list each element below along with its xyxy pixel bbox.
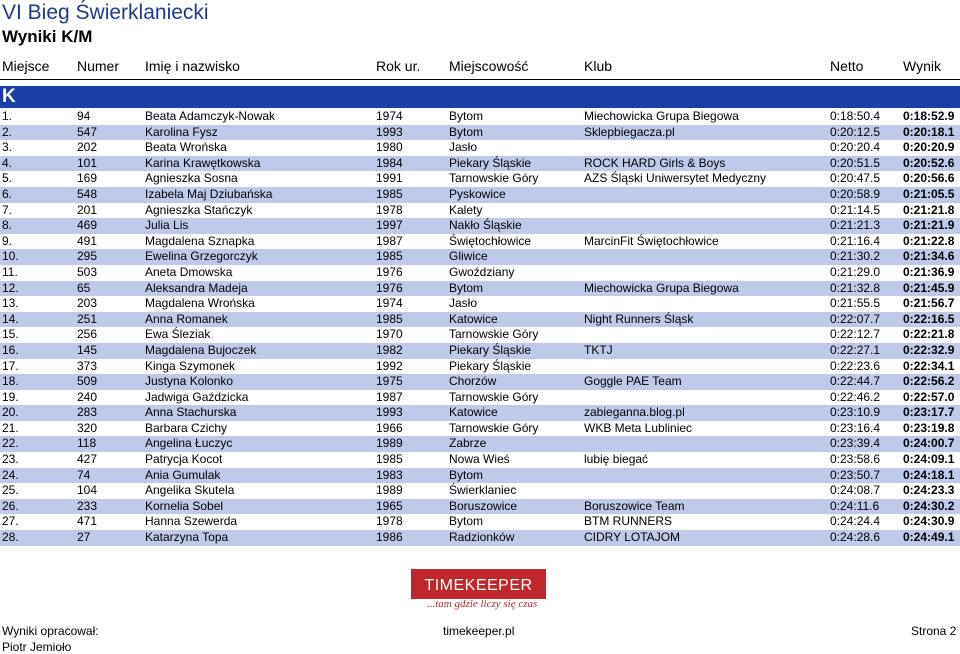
cell-place: 25.: [2, 483, 19, 498]
table-row: [0, 359, 960, 375]
cell-result: 0:21:36.9: [903, 264, 955, 279]
cell-number: 240: [77, 389, 98, 404]
cell-place: 3.: [2, 140, 13, 155]
cell-name: Agnieszka Sosna: [145, 171, 238, 186]
cell-year: 1986: [376, 530, 403, 545]
cell-year: 1983: [376, 467, 403, 482]
cell-netto: 0:22:23.6: [830, 358, 881, 373]
cell-number: 427: [77, 452, 98, 467]
cell-result: 0:22:56.2: [903, 374, 955, 389]
cell-place: 5.: [2, 171, 13, 186]
cell-result: 0:23:17.7: [903, 405, 955, 420]
cell-club: MarcinFit Świętochłowice: [584, 233, 719, 248]
cell-number: 283: [77, 405, 98, 420]
cell-netto: 0:23:16.4: [830, 420, 881, 435]
cell-result: 0:21:05.5: [903, 186, 955, 201]
cell-year: 1984: [376, 155, 403, 170]
footer-page-number: Strona 2: [911, 624, 957, 638]
cell-place: 28.: [2, 530, 19, 545]
cell-name: Anna Stachurska: [145, 405, 237, 420]
cell-netto: 0:22:12.7: [830, 327, 881, 342]
cell-club: zabieganna.blog.pl: [584, 405, 685, 420]
footer-prepared-label: Wyniki opracował:: [2, 624, 99, 638]
cell-club: ROCK HARD Girls & Boys: [584, 155, 726, 170]
cell-result: 0:22:21.8: [903, 327, 955, 342]
cell-number: 118: [77, 436, 97, 451]
column-header-number: Numer: [77, 58, 120, 74]
table-row: [0, 390, 960, 406]
cell-name: Agnieszka Stańczyk: [145, 202, 253, 217]
cell-place: 12.: [2, 280, 19, 295]
cell-name: Julia Lis: [145, 218, 189, 233]
cell-netto: 0:20:47.5: [830, 171, 881, 186]
cell-netto: 0:21:32.8: [830, 280, 881, 295]
cell-result: 0:20:52.6: [903, 155, 955, 170]
cell-place: 7.: [2, 202, 13, 217]
cell-place: 13.: [2, 296, 19, 311]
cell-result: 0:22:32.9: [903, 342, 955, 357]
cell-netto: 0:20:58.9: [830, 186, 881, 201]
cell-year: 1987: [376, 233, 403, 248]
results-table: [0, 109, 960, 546]
cell-year: 1976: [376, 264, 403, 279]
cell-name: Angelika Skutela: [145, 483, 235, 498]
table-row: [0, 343, 960, 359]
footer-site-link[interactable]: timekeeper.pl: [443, 624, 515, 638]
column-header-netto: Netto: [830, 58, 864, 74]
cell-netto: 0:23:58.6: [830, 452, 881, 467]
cell-place: 8.: [2, 218, 13, 233]
table-row: [0, 483, 960, 499]
cell-number: 471: [77, 514, 98, 529]
cell-result: 0:24:00.7: [903, 436, 955, 451]
cell-result: 0:22:16.5: [903, 311, 955, 326]
cell-result: 0:21:21.8: [903, 202, 955, 217]
cell-netto: 0:20:12.5: [830, 124, 881, 139]
cell-netto: 0:21:14.5: [830, 202, 881, 217]
table-row: [0, 156, 960, 172]
category-label: K: [2, 86, 16, 107]
cell-number: 548: [77, 186, 98, 201]
cell-netto: 0:22:46.2: [830, 389, 881, 404]
cell-number: 320: [77, 420, 98, 435]
cell-place: 19.: [2, 389, 19, 404]
cell-place: 21.: [2, 420, 19, 435]
cell-result: 0:21:34.6: [903, 249, 955, 264]
cell-netto: 0:24:08.7: [830, 483, 881, 498]
cell-place: 27.: [2, 514, 19, 529]
cell-place: 17.: [2, 358, 19, 373]
cell-netto: 0:22:07.7: [830, 311, 881, 326]
cell-year: 1978: [376, 202, 403, 217]
cell-city: Bytom: [449, 124, 484, 139]
cell-name: Anna Romanek: [145, 311, 228, 326]
cell-city: Katowice: [449, 311, 498, 326]
cell-name: Magdalena Wrońska: [145, 296, 255, 311]
cell-result: 0:21:22.8: [903, 233, 955, 248]
cell-netto: 0:23:50.7: [830, 467, 881, 482]
cell-netto: 0:24:24.4: [830, 514, 881, 529]
cell-name: Karolina Fysz: [145, 124, 218, 139]
cell-place: 6.: [2, 186, 13, 201]
table-row: [0, 125, 960, 141]
footer-author: Piotr Jemioło: [2, 640, 72, 654]
cell-year: 1985: [376, 311, 403, 326]
cell-year: 1974: [376, 109, 403, 123]
cell-name: Beata Wrońska: [145, 140, 227, 155]
table-row: [0, 405, 960, 421]
cell-result: 0:21:45.9: [903, 280, 955, 295]
cell-city: Chorzów: [449, 374, 497, 389]
cell-place: 4.: [2, 155, 13, 170]
cell-number: 101: [77, 155, 98, 170]
cell-number: 202: [77, 140, 98, 155]
cell-place: 10.: [2, 249, 19, 264]
cell-city: Katowice: [449, 405, 498, 420]
cell-name: Karina Krawętkowska: [145, 155, 261, 170]
cell-number: 104: [77, 483, 98, 498]
column-header-result: Wynik: [903, 58, 941, 74]
cell-name: Justyna Kolonko: [145, 374, 234, 389]
table-row: [0, 374, 960, 390]
cell-result: 0:24:23.3: [903, 483, 955, 498]
table-row: [0, 296, 960, 312]
cell-year: 1987: [376, 389, 403, 404]
table-row: [0, 499, 960, 515]
cell-city: Piekary Śląskie: [449, 358, 532, 373]
header-divider: [0, 79, 960, 80]
cell-number: 256: [77, 327, 98, 342]
cell-number: 233: [77, 498, 98, 513]
table-row: [0, 140, 960, 156]
cell-year: 1976: [376, 280, 403, 295]
cell-city: Tarnowskie Góry: [449, 420, 539, 435]
logo-tagline: ...tam gdzie liczy się czas: [427, 598, 538, 610]
cell-name: Jadwiga Gaździcka: [145, 389, 249, 404]
cell-city: Jasło: [449, 296, 478, 311]
cell-year: 1991: [376, 171, 403, 186]
cell-number: 509: [77, 374, 98, 389]
cell-number: 373: [77, 358, 98, 373]
table-row: [0, 530, 960, 546]
cell-netto: 0:21:29.0: [830, 264, 881, 279]
cell-year: 1992: [376, 358, 403, 373]
cell-city: Pyskowice: [449, 186, 506, 201]
cell-place: 23.: [2, 452, 19, 467]
table-row: [0, 281, 960, 297]
cell-number: 169: [77, 171, 98, 186]
cell-city: Zabrze: [449, 436, 487, 451]
cell-netto: 0:18:50.4: [830, 109, 881, 123]
cell-year: 1985: [376, 186, 403, 201]
cell-number: 503: [77, 264, 98, 279]
cell-number: 201: [77, 202, 98, 217]
cell-year: 1970: [376, 327, 403, 342]
cell-place: 1.: [2, 109, 13, 123]
column-header-year: Rok ur.: [376, 58, 421, 74]
cell-year: 1978: [376, 514, 403, 529]
cell-year: 1989: [376, 483, 403, 498]
cell-club: Night Runners Śląsk: [584, 311, 694, 326]
table-row: [0, 249, 960, 265]
cell-name: Patrycja Kocot: [145, 452, 223, 467]
logo-text: TIMEKEEPER: [424, 577, 533, 594]
cell-name: Barbara Czichy: [145, 420, 228, 435]
cell-club: CIDRY LOTAJOM: [584, 530, 681, 545]
cell-city: Świętochłowice: [449, 233, 532, 248]
cell-number: 74: [77, 467, 91, 482]
table-row: [0, 312, 960, 328]
cell-city: Świerklaniec: [449, 483, 517, 498]
cell-club: Boruszowice Team: [584, 498, 685, 513]
cell-name: Ania Gumulak: [145, 467, 221, 482]
cell-club: BTM RUNNERS: [584, 514, 673, 529]
table-row: [0, 327, 960, 343]
table-row: [0, 421, 960, 437]
cell-club: Sklepbiegacza.pl: [584, 124, 675, 139]
cell-year: 1965: [376, 498, 403, 513]
table-header: [0, 58, 960, 76]
cell-year: 1989: [376, 436, 403, 451]
cell-club: Goggle PAE Team: [584, 374, 682, 389]
cell-name: Izabela Maj Dziubańska: [145, 186, 273, 201]
cell-number: 27: [77, 530, 91, 545]
cell-netto: 0:21:30.2: [830, 249, 881, 264]
cell-name: Magdalena Sznapka: [145, 233, 255, 248]
cell-city: Radzionków: [449, 530, 515, 545]
cell-city: Bytom: [449, 109, 484, 123]
cell-name: Angelina Łuczyc: [145, 436, 233, 451]
cell-name: Aneta Dmowska: [145, 264, 233, 279]
cell-year: 1993: [376, 124, 403, 139]
cell-city: Nowa Wieś: [449, 452, 510, 467]
cell-result: 0:23:19.8: [903, 420, 955, 435]
cell-result: 0:20:56.6: [903, 171, 955, 186]
table-row: [0, 218, 960, 234]
cell-result: 0:20:20.9: [903, 140, 955, 155]
cell-club: WKB Meta Lubliniec: [584, 420, 693, 435]
cell-year: 1993: [376, 405, 403, 420]
cell-city: Bytom: [449, 514, 484, 529]
cell-city: Piekary Śląskie: [449, 155, 532, 170]
cell-result: 0:20:18.1: [903, 124, 955, 139]
cell-name: Aleksandra Madeja: [145, 280, 248, 295]
cell-result: 0:24:49.1: [903, 530, 955, 545]
cell-name: Magdalena Bujoczek: [145, 342, 257, 357]
cell-place: 26.: [2, 498, 19, 513]
cell-number: 547: [77, 124, 98, 139]
cell-result: 0:21:56.7: [903, 296, 955, 311]
cell-city: Tarnowskie Góry: [449, 389, 539, 404]
cell-name: Hanna Szewerda: [145, 514, 238, 529]
cell-year: 1980: [376, 140, 403, 155]
table-row: [0, 468, 960, 484]
cell-netto: 0:22:44.7: [830, 374, 881, 389]
table-row: [0, 187, 960, 203]
table-row: [0, 171, 960, 187]
cell-number: 94: [77, 109, 91, 123]
column-header-name: Imię i nazwisko: [145, 58, 240, 74]
cell-place: 16.: [2, 342, 19, 357]
cell-netto: 0:21:55.5: [830, 296, 881, 311]
cell-place: 14.: [2, 311, 19, 326]
cell-number: 203: [77, 296, 98, 311]
cell-name: Ewa Śleziak: [145, 327, 211, 342]
column-header-club: Klub: [584, 58, 613, 74]
cell-number: 295: [77, 249, 98, 264]
cell-place: 18.: [2, 374, 19, 389]
cell-result: 0:18:52.9: [903, 109, 955, 123]
cell-name: Kinga Szymonek: [145, 358, 236, 373]
cell-year: 1985: [376, 249, 403, 264]
cell-city: Nakło Śląskie: [449, 218, 522, 233]
cell-year: 1985: [376, 452, 403, 467]
cell-city: Tarnowskie Góry: [449, 171, 539, 186]
cell-number: 65: [77, 280, 91, 295]
cell-city: Kalety: [449, 202, 483, 217]
cell-netto: 0:21:21.3: [830, 218, 881, 233]
cell-name: Ewelina Grzegorczyk: [145, 249, 258, 264]
table-row: [0, 265, 960, 281]
table-row: [0, 436, 960, 452]
cell-club: lubię biegać: [584, 452, 649, 467]
table-row: [0, 109, 960, 125]
cell-city: Bytom: [449, 280, 484, 295]
cell-city: Gwoździany: [449, 264, 515, 279]
cell-year: 1975: [376, 374, 403, 389]
cell-year: 1974: [376, 296, 403, 311]
cell-netto: 0:22:27.1: [830, 342, 881, 357]
cell-result: 0:21:21.9: [903, 218, 955, 233]
cell-netto: 0:23:39.4: [830, 436, 881, 451]
column-header-city: Miejscowość: [449, 58, 529, 74]
column-header-place: Miejsce: [2, 58, 50, 74]
cell-netto: 0:20:20.4: [830, 140, 881, 155]
cell-name: Kornelia Sobel: [145, 498, 224, 513]
cell-result: 0:24:30.2: [903, 498, 955, 513]
cell-year: 1997: [376, 218, 403, 233]
cell-place: 11.: [2, 264, 18, 279]
cell-place: 24.: [2, 467, 19, 482]
timekeeper-logo: [411, 569, 546, 599]
page-subtitle: Wyniki K/M: [2, 27, 93, 46]
cell-city: Jasło: [449, 140, 478, 155]
cell-result: 0:24:30.9: [903, 514, 955, 529]
page-title: VI Bieg Świerklaniecki: [2, 1, 209, 24]
cell-result: 0:24:09.1: [903, 452, 955, 467]
cell-city: Gliwice: [449, 249, 488, 264]
table-row: [0, 203, 960, 219]
cell-club: AZS Śląski Uniwersytet Medyczny: [584, 171, 767, 186]
cell-number: 491: [77, 233, 98, 248]
table-row: [0, 234, 960, 250]
cell-netto: 0:21:16.4: [830, 233, 881, 248]
cell-club: TKTJ: [584, 342, 613, 357]
cell-club: Miechowicka Grupa Biegowa: [584, 280, 739, 295]
cell-place: 22.: [2, 436, 19, 451]
cell-netto: 0:24:11.6: [830, 498, 880, 513]
cell-city: Boruszowice: [449, 498, 518, 513]
cell-number: 145: [77, 342, 98, 357]
cell-name: Beata Adamczyk-Nowak: [145, 109, 276, 123]
category-band: [0, 86, 960, 108]
cell-year: 1966: [376, 420, 403, 435]
cell-number: 469: [77, 218, 98, 233]
cell-year: 1982: [376, 342, 403, 357]
cell-place: 9.: [2, 233, 13, 248]
cell-city: Tarnowskie Góry: [449, 327, 539, 342]
cell-place: 2.: [2, 124, 13, 139]
cell-place: 20.: [2, 405, 19, 420]
table-row: [0, 452, 960, 468]
cell-number: 251: [77, 311, 98, 326]
cell-place: 15.: [2, 327, 19, 342]
cell-netto: 0:24:28.6: [830, 530, 881, 545]
cell-result: 0:22:57.0: [903, 389, 955, 404]
cell-city: Piekary Śląskie: [449, 342, 532, 357]
cell-result: 0:24:18.1: [903, 467, 955, 482]
cell-club: Miechowicka Grupa Biegowa: [584, 109, 739, 123]
cell-netto: 0:23:10.9: [830, 405, 881, 420]
cell-city: Bytom: [449, 467, 484, 482]
cell-netto: 0:20:51.5: [830, 155, 881, 170]
table-row: [0, 514, 960, 530]
cell-result: 0:22:34.1: [903, 358, 955, 373]
cell-name: Katarzyna Topa: [145, 530, 229, 545]
